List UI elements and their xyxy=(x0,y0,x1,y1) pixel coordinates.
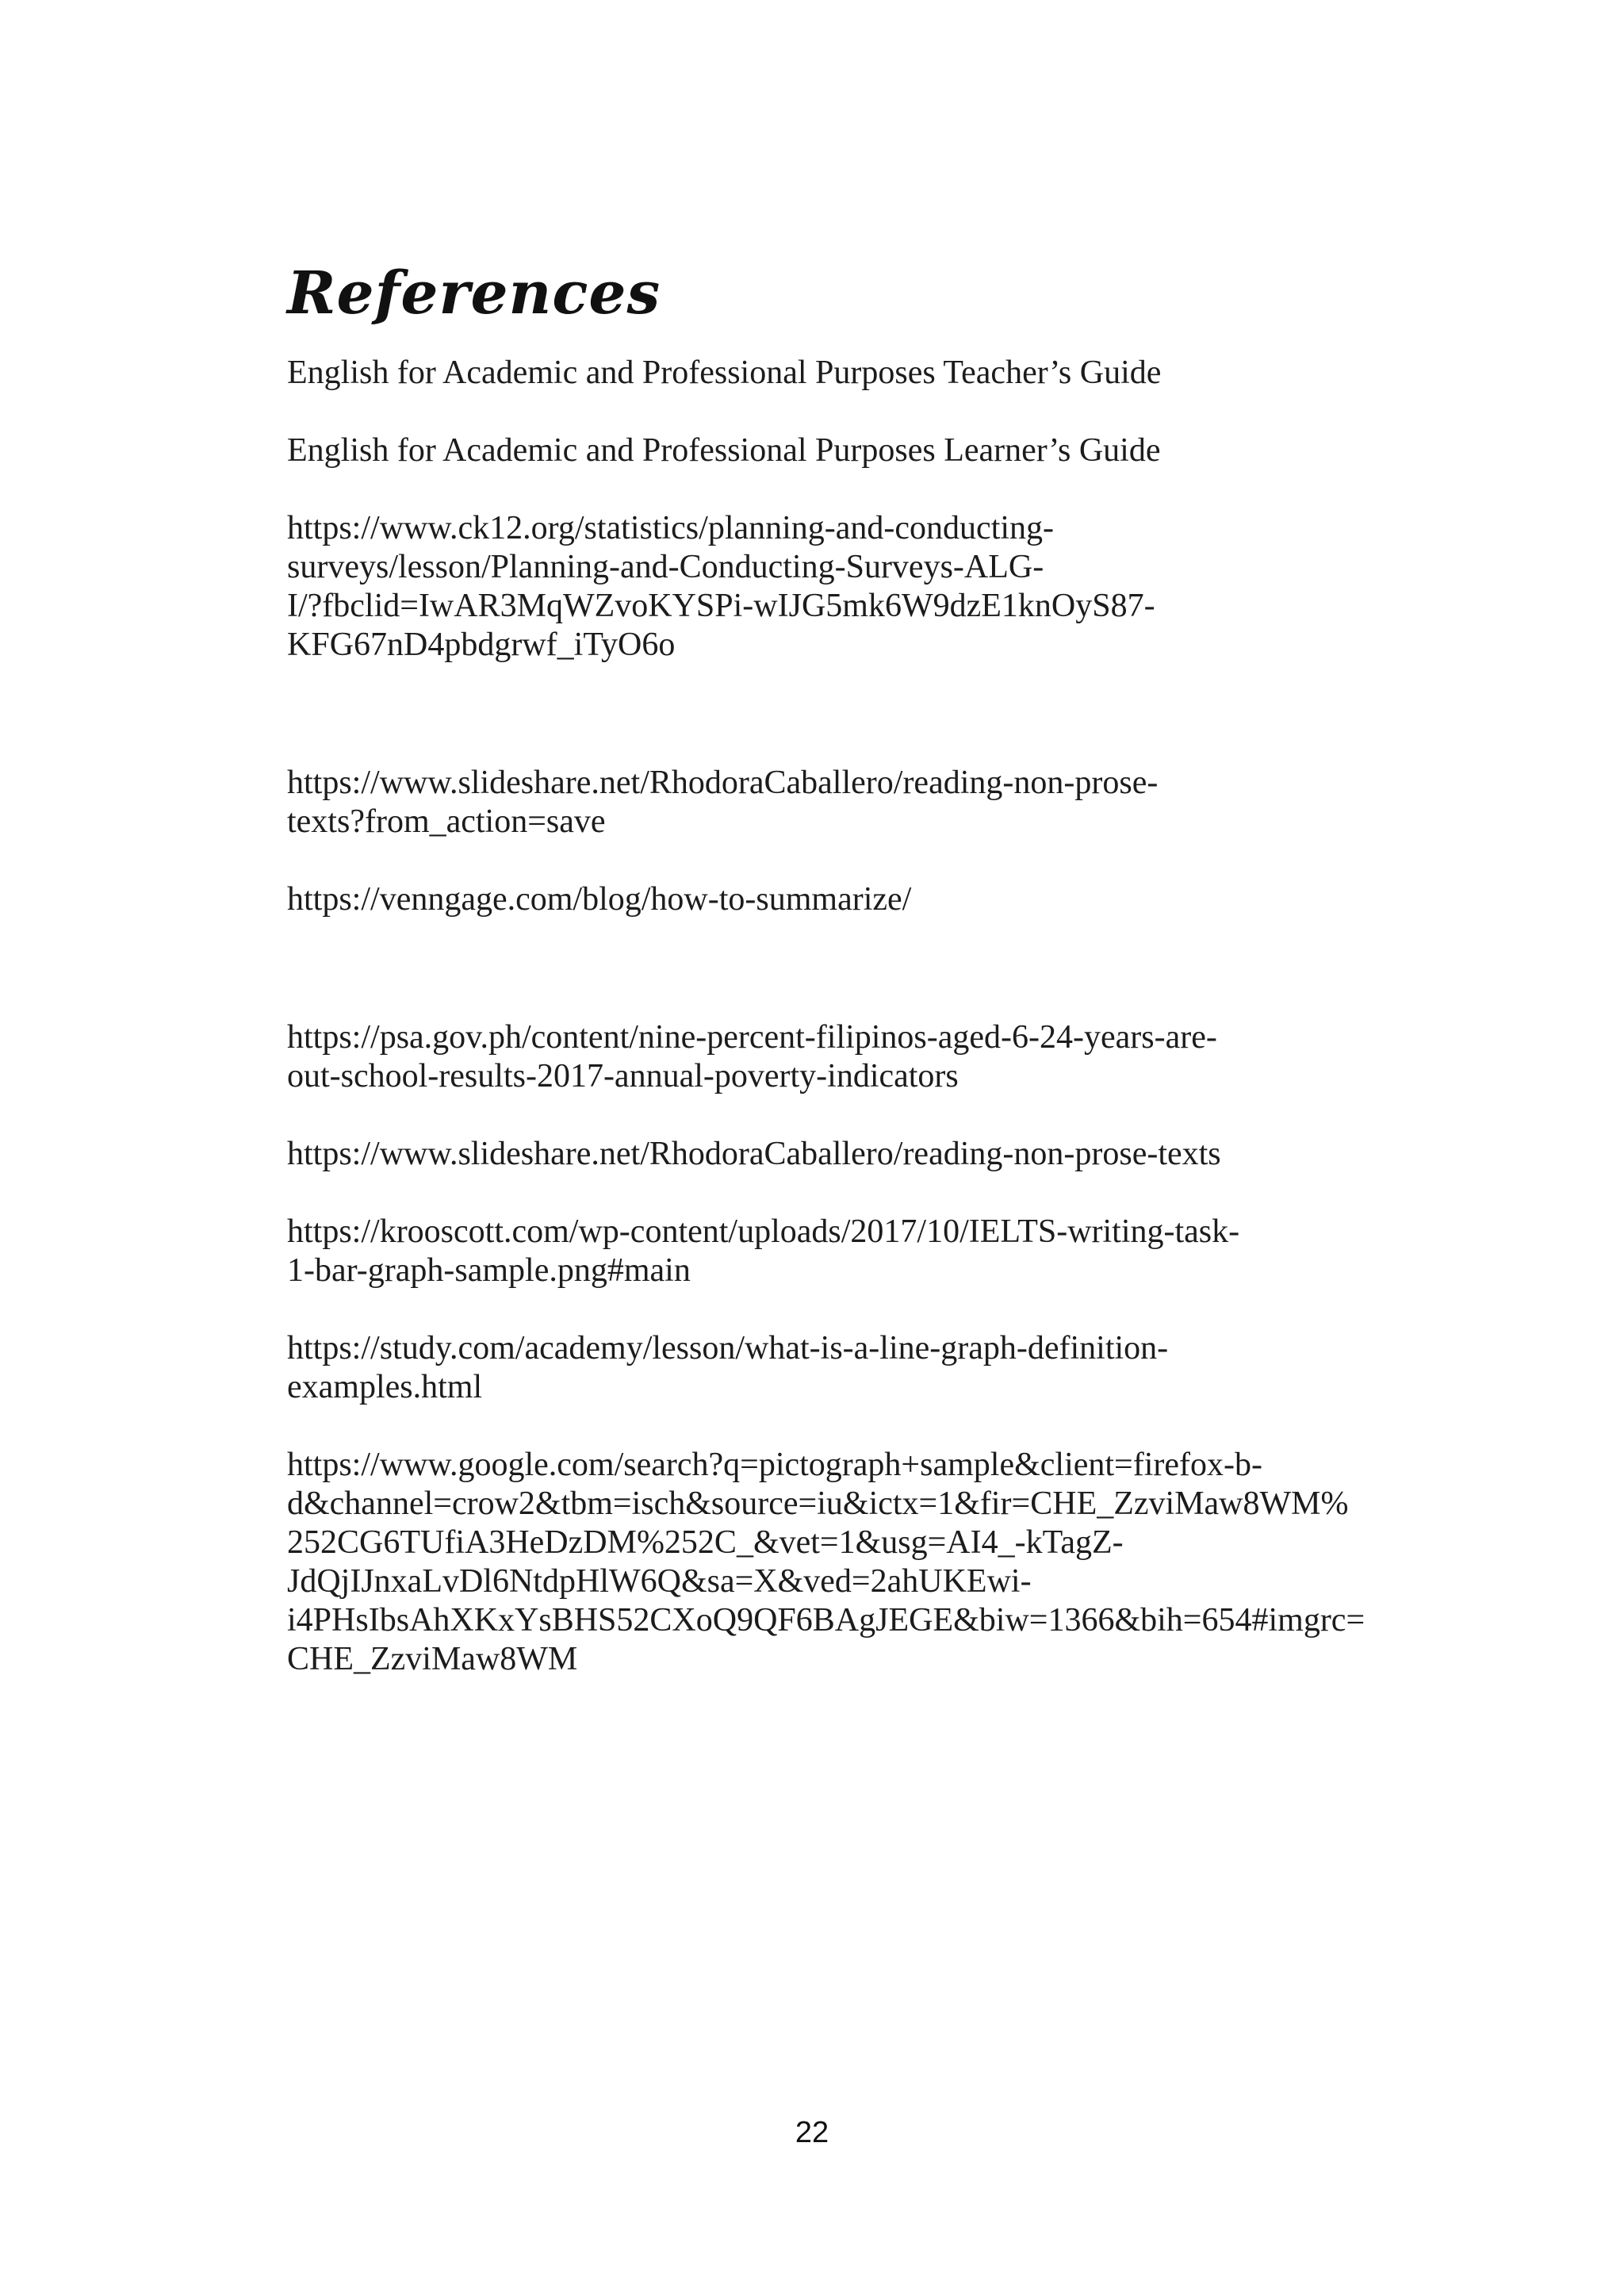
reference-venngage-link[interactable]: https://venngage.com/blog/how-to-summarize/ xyxy=(287,881,912,918)
reference-teachers-guide: English for Academic and Professional Purposes Teacher’s Guide xyxy=(287,355,1162,391)
reference-slideshare-save-link[interactable]: https://www.slideshare.net/RhodoraCaballero/reading-non-prose- texts?from_action=save xyxy=(287,765,1159,840)
page-number: 22 xyxy=(795,2116,829,2149)
reference-slideshare-link[interactable]: https://www.slideshare.net/RhodoraCaballero/reading-non-prose-texts xyxy=(287,1136,1221,1172)
reference-psa-link[interactable]: https://psa.gov.ph/content/nine-percent-filipinos-aged-6-24-years-are- out-school-results-2017-annual-poverty-indicators xyxy=(287,1019,1217,1094)
reference-learners-guide: English for Academic and Professional Purposes Learner’s Guide xyxy=(287,432,1161,469)
references-section xyxy=(287,254,1524,1679)
reference-krooscott-link[interactable]: https://krooscott.com/wp-content/uploads/2017/10/IELTS-writing-task- 1-bar-graph-sample.png#main xyxy=(287,1213,1240,1289)
reference-study-link[interactable]: https://study.com/academy/lesson/what-is-a-line-graph-definition- examples.html xyxy=(287,1330,1169,1405)
page-title: References xyxy=(287,259,661,328)
reference-ck12-link[interactable]: https://www.ck12.org/statistics/planning-and-conducting- surveys/lesson/Planning-and-Conducting-Surveys-ALG- I/?fbclid=IwAR3MqWZvoKYSPi-wIJG5mk6W9dzE1knOyS87- KFG67nD4pbdgrwf_iTyO6o xyxy=(287,510,1155,663)
reference-google-link[interactable]: https://www.google.com/search?q=pictograph+sample&client=firefox-b- d&channel=crow2&tbm=isch&source=iu&ictx=1&fir=CHE_ZzviMaw8WM% 252CG6TUfiA3HeDzDM%252C_&vet=1&usg=AI4_-kTagZ- JdQjIJnxaLvDl6NtdpHlW6Q&sa=X&ved=2ahUKEwi- i4PHsIbsAhXKxYsBHS52CXoQ9QF6BAgJEGE&biw=1366&bih=654#imgrc= CHE_ZzviMaw8WM xyxy=(287,1447,1365,1677)
